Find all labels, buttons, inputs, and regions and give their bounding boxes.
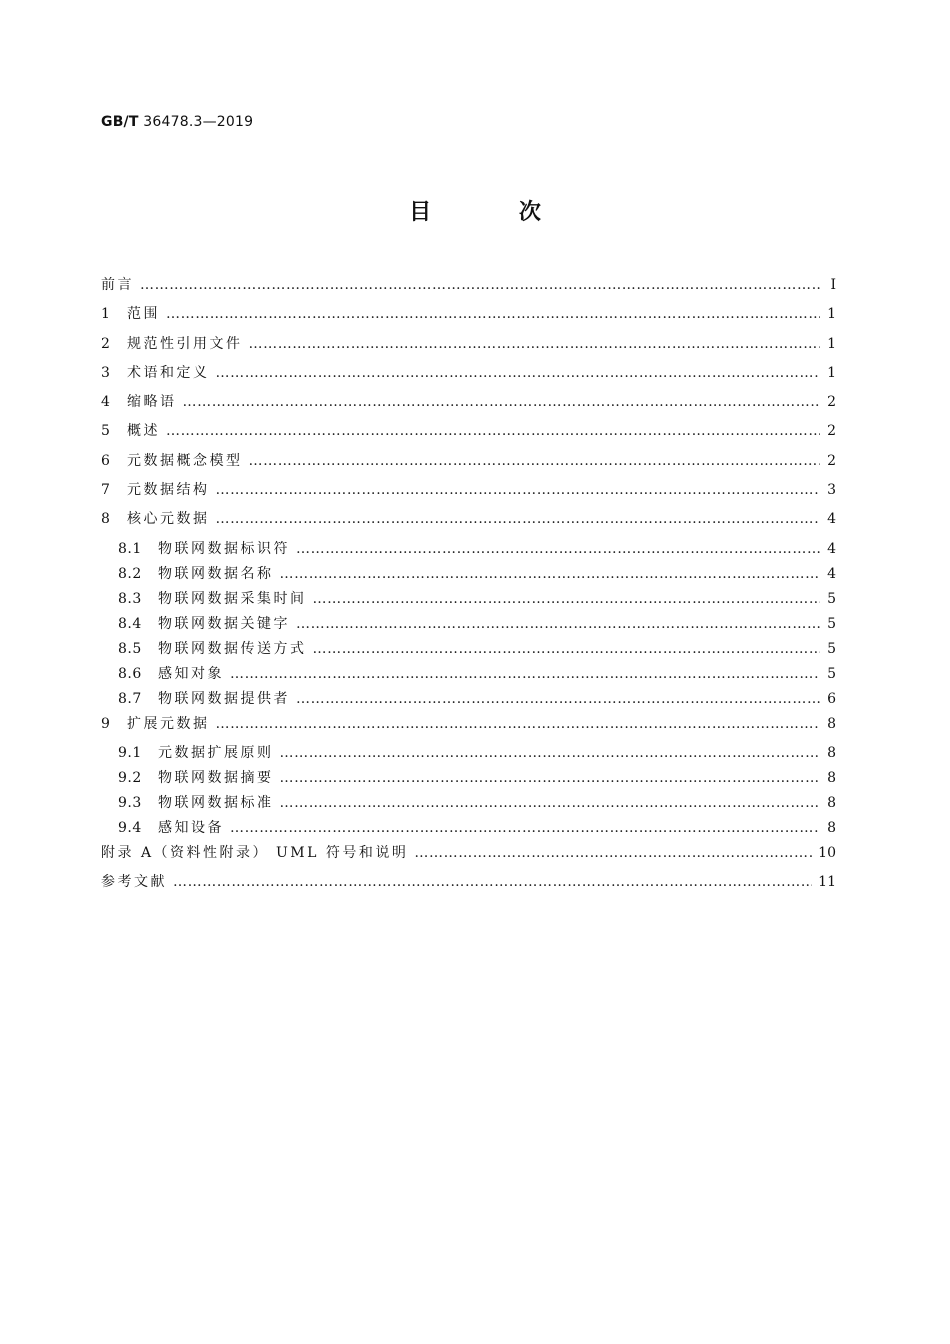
toc-entry-label: 元数据概念模型	[127, 452, 243, 469]
toc-leader-dots	[296, 614, 820, 634]
toc-entry-page: 4	[827, 565, 836, 582]
toc-entry-number: 8.4	[118, 615, 142, 632]
toc-leader-dots	[216, 363, 821, 383]
toc-entry[interactable]	[101, 843, 836, 867]
toc-leader-dots	[140, 275, 820, 295]
toc-entry-label: 元数据扩展原则	[158, 744, 274, 761]
toc-entry-label: 参考文献	[101, 874, 167, 891]
toc-entry[interactable]	[101, 614, 836, 638]
toc-entry-page: 2	[827, 452, 836, 469]
toc-leader-dots	[280, 564, 821, 584]
toc-leader-dots	[249, 334, 821, 354]
toc-leader-dots	[280, 743, 821, 763]
toc-entry-number: 8.3	[118, 590, 142, 607]
toc-entry-label: 物联网数据摘要	[158, 769, 274, 786]
toc-entry-number: 7	[101, 482, 111, 499]
toc-entry[interactable]	[101, 639, 836, 663]
toc-leader-dots	[173, 872, 812, 892]
toc-leader-dots	[313, 589, 821, 609]
toc-entry-page: 10	[818, 844, 836, 861]
toc-entry-label: 物联网数据标准	[158, 794, 274, 811]
toc-entry-label: 范围	[127, 306, 160, 323]
toc-entry-page: 5	[827, 615, 836, 632]
toc-entry[interactable]	[101, 304, 836, 328]
toc-entry-page: 8	[827, 794, 836, 811]
toc-entry-page: 3	[827, 482, 836, 499]
toc-entry-label: 感知对象	[158, 665, 224, 682]
toc-entry[interactable]	[101, 743, 836, 767]
toc-entry-page: 11	[818, 874, 836, 891]
toc-entry-page: 8	[827, 744, 836, 761]
toc-leader-dots	[216, 714, 821, 734]
toc-leader-dots	[296, 539, 820, 559]
toc-entry-page: 8	[827, 819, 836, 836]
toc-entry-label: 物联网数据标识符	[158, 540, 290, 557]
toc-entry-label: 术语和定义	[127, 364, 210, 381]
toc-entry-number: 9.1	[118, 744, 142, 761]
toc-entry[interactable]	[101, 275, 836, 299]
toc-entry-page: Ⅰ	[830, 277, 836, 293]
toc-entry-page: 2	[827, 423, 836, 440]
toc-leader-dots	[313, 639, 821, 659]
toc-entry-label: 概述	[127, 423, 160, 440]
toc-entry-page: 4	[827, 540, 836, 557]
toc-entry[interactable]	[101, 421, 836, 445]
toc-leader-dots	[230, 664, 820, 684]
toc-entry[interactable]	[101, 768, 836, 792]
toc-entry[interactable]	[101, 589, 836, 613]
toc-entry-label: 附录 A（资料性附录） UML 符号和说明	[101, 844, 409, 861]
toc-entry-page: 1	[827, 364, 836, 381]
standard-code-prefix: GB/T	[101, 114, 139, 130]
toc-entry-number: 8.5	[118, 640, 142, 657]
toc-entry-label: 物联网数据关键字	[158, 615, 290, 632]
toc-entry-page: 5	[827, 665, 836, 682]
toc-entry-label: 物联网数据传送方式	[158, 640, 307, 657]
toc-entry-page: 6	[827, 690, 836, 707]
standard-code-number: 36478.3—2019	[143, 114, 254, 130]
table-of-contents	[101, 275, 836, 902]
toc-entry-page: 2	[827, 394, 836, 411]
toc-entry-number: 5	[101, 423, 111, 440]
toc-entry-number: 1	[101, 306, 111, 323]
toc-entry[interactable]	[101, 363, 836, 387]
toc-leader-dots	[414, 843, 812, 863]
toc-entry[interactable]	[101, 334, 836, 358]
toc-entry-label: 物联网数据名称	[158, 565, 274, 582]
toc-entry-label: 物联网数据采集时间	[158, 590, 307, 607]
toc-leader-dots	[296, 689, 820, 709]
toc-entry-number: 9.3	[118, 794, 142, 811]
toc-entry-number: 6	[101, 452, 111, 469]
toc-entry-page: 1	[827, 306, 836, 323]
toc-entry[interactable]	[101, 872, 836, 896]
toc-entry-label: 前言	[101, 277, 134, 293]
toc-entry-number: 8.2	[118, 565, 142, 582]
toc-entry-number: 8	[101, 511, 111, 528]
toc-entry-label: 核心元数据	[127, 511, 210, 528]
toc-entry-page: 5	[827, 590, 836, 607]
toc-entry[interactable]	[101, 664, 836, 688]
toc-entry-page: 1	[827, 335, 836, 352]
toc-title: 目 次	[409, 200, 581, 225]
toc-leader-dots	[280, 768, 821, 788]
toc-entry[interactable]	[101, 451, 836, 475]
toc-leader-dots	[183, 392, 821, 412]
toc-entry-label: 物联网数据提供者	[158, 690, 290, 707]
toc-entry-label: 规范性引用文件	[127, 335, 243, 352]
toc-entry-number: 2	[101, 335, 111, 352]
toc-leader-dots	[166, 421, 820, 441]
toc-entry-page: 5	[827, 640, 836, 657]
toc-entry-number: 9	[101, 715, 111, 732]
toc-entry-number: 4	[101, 394, 111, 411]
toc-entry-page: 8	[827, 769, 836, 786]
toc-leader-dots	[216, 480, 821, 500]
toc-entry-page: 8	[827, 715, 836, 732]
toc-entry-number: 8.7	[118, 690, 142, 707]
toc-entry[interactable]	[101, 480, 836, 504]
toc-entry-number: 9.4	[118, 819, 142, 836]
toc-entry[interactable]	[101, 689, 836, 713]
toc-leader-dots	[216, 509, 821, 529]
toc-leader-dots	[280, 793, 821, 813]
toc-entry-number: 8.6	[118, 665, 142, 682]
toc-leader-dots	[230, 818, 820, 838]
toc-entry-label: 元数据结构	[127, 482, 210, 499]
toc-leader-dots	[166, 304, 820, 324]
toc-entry-number: 3	[101, 364, 111, 381]
toc-entry-page: 4	[827, 511, 836, 528]
toc-entry[interactable]	[101, 818, 836, 842]
toc-entry-label: 缩略语	[127, 394, 177, 411]
toc-entry-label: 感知设备	[158, 819, 224, 836]
toc-entry[interactable]	[101, 714, 836, 738]
toc-entry[interactable]	[101, 539, 836, 563]
toc-entry[interactable]	[101, 793, 836, 817]
toc-entry[interactable]	[101, 564, 836, 588]
standard-code	[101, 114, 253, 130]
toc-entry-label: 扩展元数据	[127, 715, 210, 732]
toc-entry[interactable]	[101, 392, 836, 416]
toc-entry-number: 8.1	[118, 540, 142, 557]
toc-entry[interactable]	[101, 509, 836, 533]
toc-leader-dots	[249, 451, 821, 471]
toc-entry-number: 9.2	[118, 769, 142, 786]
